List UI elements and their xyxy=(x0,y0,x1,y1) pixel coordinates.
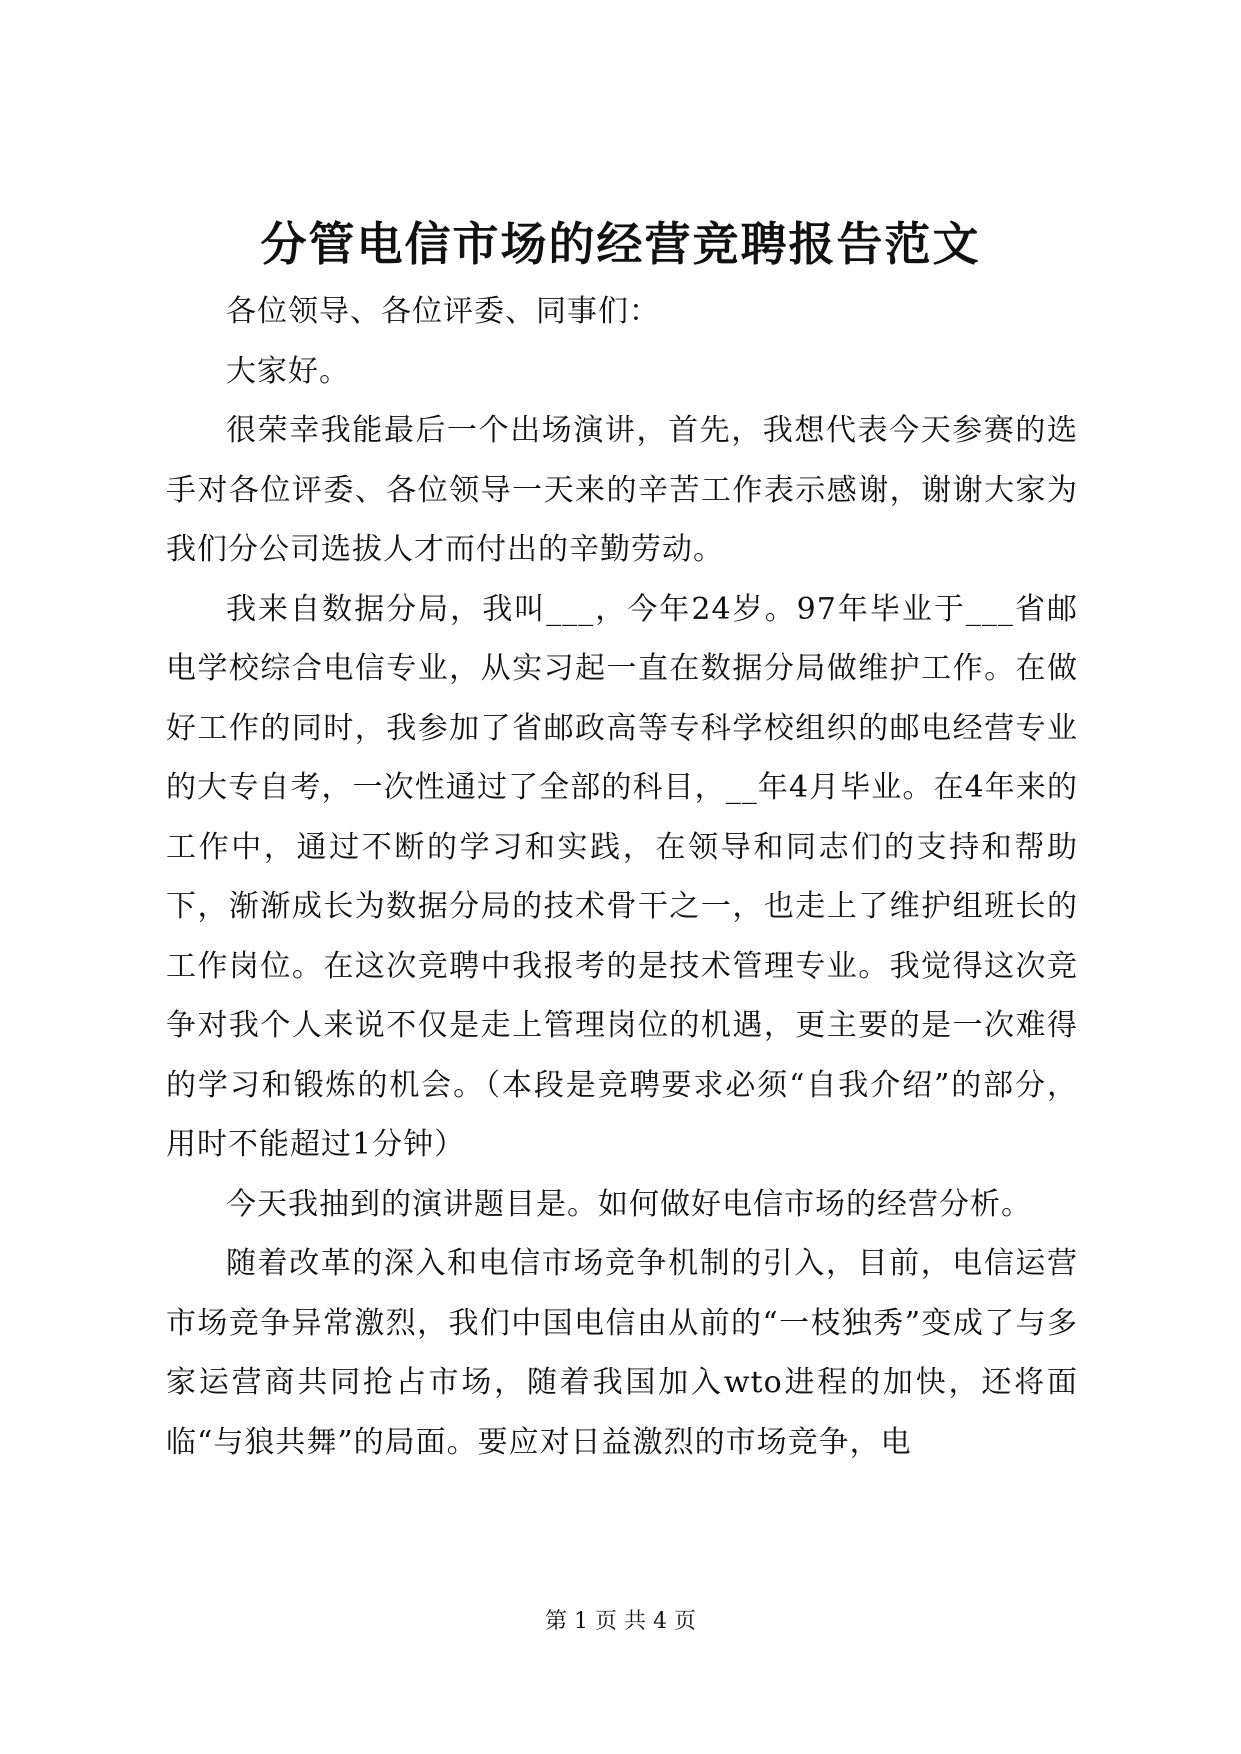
document-body xyxy=(166,282,1078,1472)
paragraph-greeting: 大家好。 xyxy=(226,353,350,389)
paragraph-topic: 今天我抽到的演讲题目是。如何做好电信市场的经营分析。 xyxy=(226,1186,1032,1222)
paragraph-market-background: 随着改革的深入和电信市场竞争机制的引入，目前，电信运营市场竞争异常激烈，我们中国电信由从前的“一枝独秀”变成了与多家运营商共同抢占市场，随着我国加入wto进程的加快，还将面临“与狼共舞”的局面。要应对日益激烈的市场竞争，电 xyxy=(166,1246,1078,1460)
document-title: 分管电信市场的经营竞聘报告范文 xyxy=(260,217,981,271)
paragraph-salutation: 各位领导、各位评委、同事们： xyxy=(226,294,660,329)
paragraph-thanks: 很荣幸我能最后一个出场演讲，首先，我想代表今天参赛的选手对各位评委、各位领导一天来的辛苦工作表示感谢，谢谢大家为我们分公司选拔人才而付出的辛勤劳动。 xyxy=(166,413,1078,567)
page-footer: 第 1 页 共 4 页 xyxy=(545,1609,696,1634)
paragraph-self-introduction: 我来自数据分局，我叫___，今年24岁。97年毕业于___省邮电学校综合电信专业，从实习起一直在数据分局做维护工作。在做好工作的同时，我参加了省邮政高等专科学校组织的邮电经营专业的大专自考，一次性通过了全部的科目，__年4月毕业。在4年来的工作中，通过不断的学习和实践，在领导和同志们的支持和帮助下，渐渐成长为数据分局的技术骨干之一，也走上了维护组班长的工作岗位。在这次竞聘中我报考的是技术管理专业。我觉得这次竞争对我个人来说不仅是走上管理岗位的机遇，更主要的是一次难得的学习和锻炼的机会。（本段是竞聘要求必须“自我介绍”的部分，用时不能超过1分钟） xyxy=(166,591,1078,1162)
